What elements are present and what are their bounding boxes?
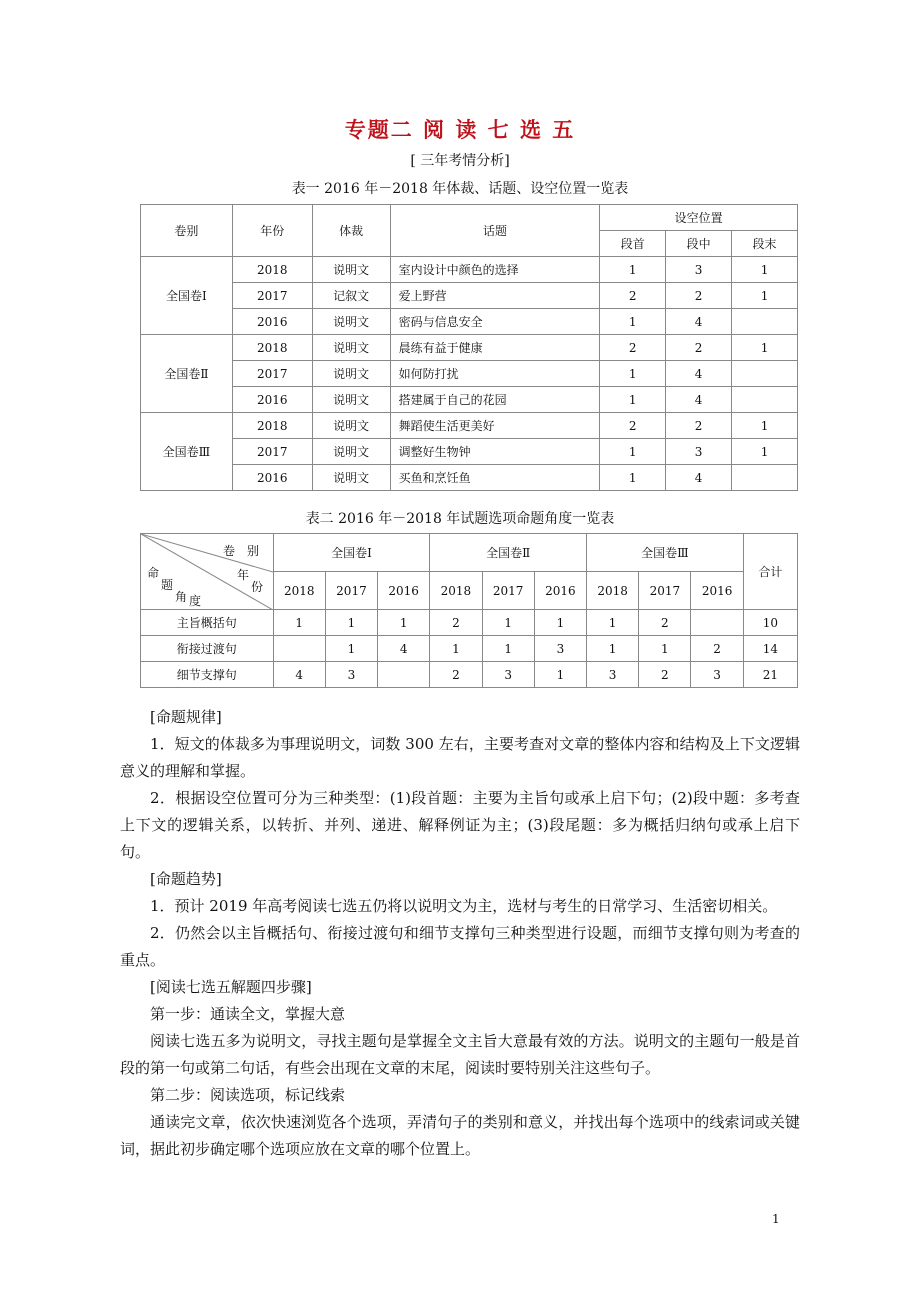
genre-cell: 说明文 [312,465,390,491]
header-end: 段末 [732,231,798,257]
count-cell: 3 [325,662,377,688]
start-count-cell: 2 [600,413,666,439]
count-cell: 3 [691,662,743,688]
end-count-cell: 1 [732,335,798,361]
paragraph: 第一步：通读全文，掌握大意 [150,1005,346,1023]
paragraph: 第二步：阅读选项，标记线索 [150,1086,346,1104]
volume-header: 全国卷Ⅰ [273,534,430,572]
topic-cell: 室内设计中颜色的选择 [390,257,600,283]
topic-cell: 买鱼和烹饪鱼 [390,465,600,491]
genre-cell: 说明文 [312,335,390,361]
topic-cell: 如何防打扰 [390,361,600,387]
year-header: 2016 [378,572,430,610]
header-volume: 卷别 [141,205,233,257]
paragraph: 通读完文章，依次快速浏览各个选项，弄清句子的类别和意义，并找出每个选项中的线索词或关键词，据此初步确定哪个选项应放在文章的哪个位置上。 [120,1113,800,1158]
header-position: 设空位置 [600,205,798,231]
topic-cell: 搭建属于自己的花园 [390,387,600,413]
total-cell: 21 [743,662,797,688]
paragraph: 2．根据设空位置可分为三种类型：(1)段首题：主要为主旨句或承上启下句；(2)段中题：多考查上下文的逻辑关系，以转折、并列、递进、解释例证为主；(3)段尾题：多为概括归纳句或承上启下句。 [120,789,800,861]
year-cell: 2016 [232,387,312,413]
count-cell: 2 [430,610,482,636]
start-count-cell: 1 [600,257,666,283]
end-count-cell: 1 [732,283,798,309]
count-cell: 2 [691,636,743,662]
end-count-cell: 1 [732,439,798,465]
middle-count-cell: 4 [666,387,732,413]
table-row [141,439,798,465]
year-cell: 2018 [232,335,312,361]
page-title: 专题二 阅 读 七 选 五 [344,118,576,142]
middle-count-cell: 4 [666,361,732,387]
table-row [141,335,798,361]
section-label: [阅读七选五解题四步骤] [150,978,312,996]
genre-cell: 说明文 [312,257,390,283]
end-count-cell: 1 [732,257,798,283]
end-count-cell: 1 [732,413,798,439]
start-count-cell: 1 [600,309,666,335]
volume-header: 全国卷Ⅲ [587,534,744,572]
year-cell: 2018 [232,257,312,283]
end-count-cell [732,309,798,335]
total-cell: 10 [743,610,797,636]
count-cell: 3 [482,662,534,688]
section-label: [命题规律] [150,708,222,726]
volume-cell: 全国卷Ⅲ [141,413,233,491]
section-label: [命题趋势] [150,870,222,888]
volume-cell: 全国卷Ⅱ [141,335,233,413]
count-cell: 1 [587,636,639,662]
count-cell: 1 [534,610,586,636]
count-cell: 1 [325,636,377,662]
topic-cell: 晨练有益于健康 [390,335,600,361]
year-header: 2016 [534,572,586,610]
table2-header-row [141,534,798,572]
year-cell: 2017 [232,283,312,309]
genre-cell: 说明文 [312,387,390,413]
table-question-angles [140,533,798,688]
paragraph: 1．短文的体裁多为事理说明文，词数 300 左右，主要考查对文章的整体内容和结构及上下文逻辑意义的理解和掌握。 [120,735,800,780]
volume-header: 全国卷Ⅱ [430,534,587,572]
total-header: 合计 [743,534,797,610]
paragraph: 2．仍然会以主旨概括句、衔接过渡句和细节支撑句三种类型进行设题，而细节支撑句则为考查的重点。 [120,924,800,969]
corner-angle-c: 角 [175,590,188,604]
middle-count-cell: 3 [666,257,732,283]
header-start: 段首 [600,231,666,257]
year-header: 2017 [325,572,377,610]
table-row [141,465,798,491]
count-cell: 1 [482,610,534,636]
table1-caption: 表一 2016 年－2018 年体裁、话题、设空位置一览表 [291,181,629,197]
corner-angle-b: 题 [161,578,174,592]
count-cell: 1 [482,636,534,662]
count-cell: 1 [534,662,586,688]
paragraph: 1．预计 2019 年高考阅读七选五仍将以说明文为主，选材与考生的日常学习、生活密切相关。 [150,897,778,915]
count-cell: 1 [378,610,430,636]
count-cell: 3 [534,636,586,662]
header-middle: 段中 [666,231,732,257]
table-row [141,309,798,335]
count-cell: 1 [587,610,639,636]
year-header: 2017 [482,572,534,610]
table-row [141,610,798,636]
count-cell: 1 [430,636,482,662]
table2-caption: 表二 2016 年－2018 年试题选项命题角度一览表 [305,511,615,527]
count-cell: 4 [378,636,430,662]
genre-cell: 说明文 [312,413,390,439]
table-row [141,361,798,387]
topic-cell: 爱上野营 [390,283,600,309]
start-count-cell: 2 [600,335,666,361]
count-cell: 3 [587,662,639,688]
topic-cell: 密码与信息安全 [390,309,600,335]
count-cell: 1 [325,610,377,636]
table-genre-topic-position [140,204,798,491]
year-cell: 2017 [232,439,312,465]
count-cell [691,610,743,636]
year-header: 2018 [587,572,639,610]
middle-count-cell: 4 [666,309,732,335]
year-cell: 2016 [232,465,312,491]
table-row [141,283,798,309]
table-row [141,387,798,413]
end-count-cell [732,387,798,413]
year-header: 2018 [273,572,325,610]
year-header: 2016 [691,572,743,610]
corner-volume: 卷 别 [223,544,260,558]
count-cell: 4 [273,662,325,688]
start-count-cell: 1 [600,439,666,465]
table-row [141,257,798,283]
diagonal-header-cell [141,534,274,610]
genre-cell: 说明文 [312,361,390,387]
table1-header-row [141,205,798,231]
corner-angle-d: 度 [189,594,202,608]
angle-name-cell: 衔接过渡句 [141,636,274,662]
count-cell: 2 [430,662,482,688]
start-count-cell: 1 [600,387,666,413]
paragraph: 阅读七选五多为说明文，寻找主题句是掌握全文主旨大意最有效的方法。说明文的主题句一般是首段的第一句或第二句话，有些会出现在文章的末尾，阅读时要特别关注这些句子。 [120,1032,800,1077]
header-year: 年份 [232,205,312,257]
table-row [141,413,798,439]
count-cell: 1 [639,636,691,662]
total-cell: 14 [743,636,797,662]
end-count-cell [732,465,798,491]
year-header: 2018 [430,572,482,610]
year-cell: 2016 [232,309,312,335]
topic-cell: 舞蹈使生活更美好 [390,413,600,439]
start-count-cell: 1 [600,361,666,387]
end-count-cell [732,361,798,387]
page-number: 1 [772,1212,780,1226]
volume-cell: 全国卷Ⅰ [141,257,233,335]
angle-name-cell: 主旨概括句 [141,610,274,636]
middle-count-cell: 4 [666,465,732,491]
start-count-cell: 2 [600,283,666,309]
corner-year-b: 份 [251,580,264,594]
count-cell [273,636,325,662]
table-row [141,636,798,662]
header-genre: 体裁 [312,205,390,257]
middle-count-cell: 2 [666,335,732,361]
year-cell: 2018 [232,413,312,439]
body-text [120,704,800,1163]
start-count-cell: 1 [600,465,666,491]
year-cell: 2017 [232,361,312,387]
count-cell: 2 [639,662,691,688]
count-cell: 2 [639,610,691,636]
count-cell [378,662,430,688]
genre-cell: 说明文 [312,309,390,335]
year-header: 2017 [639,572,691,610]
topic-cell: 调整好生物钟 [390,439,600,465]
header-topic: 话题 [390,205,600,257]
middle-count-cell: 2 [666,283,732,309]
corner-angle-a: 命 [147,566,160,580]
angle-name-cell: 细节支撑句 [141,662,274,688]
middle-count-cell: 2 [666,413,732,439]
genre-cell: 说明文 [312,439,390,465]
middle-count-cell: 3 [666,439,732,465]
count-cell: 1 [273,610,325,636]
analysis-label: [ 三年考情分析] [410,153,510,169]
genre-cell: 记叙文 [312,283,390,309]
corner-year-a: 年 [237,568,250,582]
table-row [141,662,798,688]
